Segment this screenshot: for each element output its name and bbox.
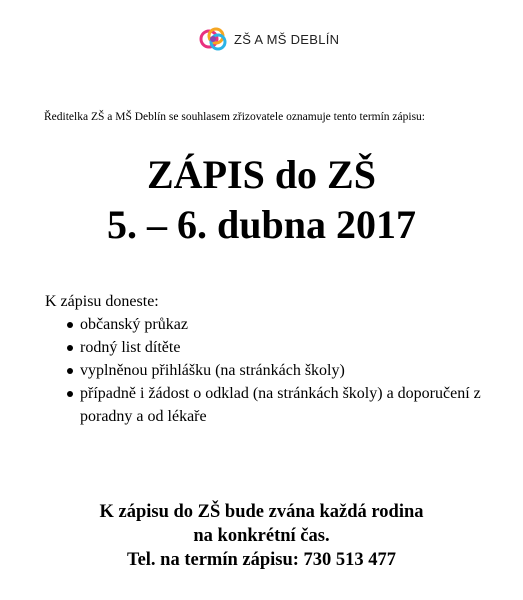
headline-date: 5. – 6. dubna 2017	[107, 202, 416, 247]
bring-heading: K zápisu doneste:	[45, 293, 159, 310]
headline-title: ZÁPIS do ZŠ	[147, 152, 376, 197]
closing-notice	[0, 500, 523, 572]
headline	[0, 150, 523, 250]
intro-text: Ředitelka ZŠ a MŠ Deblín se souhlasem zřizovatele oznamuje tento termín zápisu:	[44, 111, 425, 123]
logo-text: ZŠ A MŠ DEBLÍN	[234, 31, 340, 47]
bring-list	[45, 313, 485, 428]
closing-phone: Tel. na termín zápisu: 730 513 477	[126, 550, 397, 570]
bring-section	[45, 290, 485, 428]
school-logo	[198, 26, 339, 52]
list-item: rodný list dítěte	[45, 336, 485, 359]
school-logo-circles-icon	[198, 26, 230, 52]
closing-line-1: K zápisu do ZŠ bude zvána každá rodina	[99, 502, 424, 522]
closing-line-2: na konkrétní čas.	[193, 526, 330, 546]
list-item: vyplněnou přihlášku (na stránkách školy)	[45, 359, 485, 382]
list-item: případně i žádost o odklad (na stránkách školy) a doporučení z poradny a od lékaře	[45, 382, 485, 428]
list-item: občanský průkaz	[45, 313, 485, 336]
